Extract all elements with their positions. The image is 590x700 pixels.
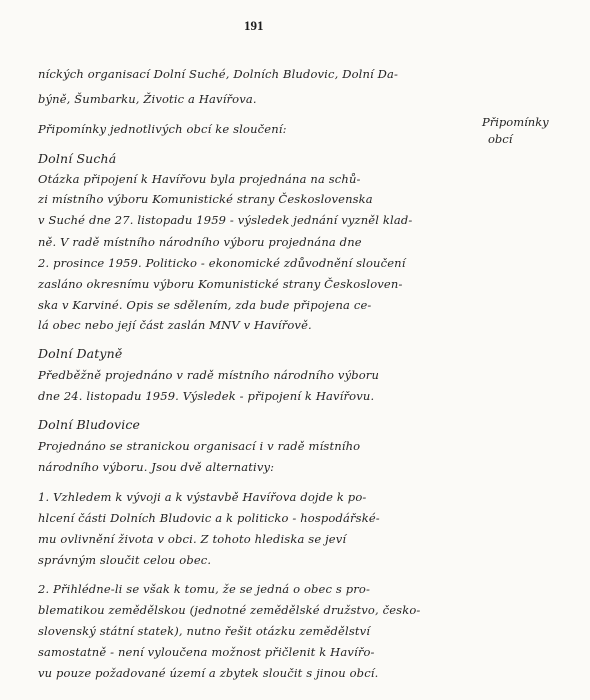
text-line: zasláno okresnímu výboru Komunistické strany Českosloven- — [38, 277, 403, 291]
text-line: zi místního výboru Komunistické strany Československa — [38, 192, 373, 206]
text-line: ska v Karviné. Opis se sdělením, zda bude připojena ce- — [38, 298, 372, 312]
text-line: Připomínky jednotlivých obcí ke sloučení: — [38, 122, 287, 136]
text-line: mu ovlivnění života v obci. Z tohoto hlediska se jeví — [38, 532, 347, 546]
text-line: Projednáno se stranickou organisací i v radě místního — [38, 439, 361, 453]
section-heading: Dolní Bludovice — [38, 417, 141, 432]
text-line: národního výboru. Jsou dvě alternativy: — [38, 460, 275, 474]
text-line: slovenský státní statek), nutno řešit otázku zemědělství — [38, 624, 371, 638]
text-line: býně, Šumbarku, Životic a Havířova. — [38, 92, 257, 106]
text-line: v Suché dne 27. listopadu 1959 - výsledek jednání vyzněl klad- — [38, 213, 413, 227]
text-line: samostatně - není vyloučena možnost přičlenit k Havířo- — [38, 645, 375, 659]
text-line: vu pouze požadované území a zbytek sloučit s jinou obcí. — [38, 666, 379, 680]
text-line: Předběžně projednáno v radě místního národního výboru — [38, 368, 380, 382]
section-heading: Dolní Suchá — [38, 151, 117, 166]
text-line: ně. V radě místního národního výboru projednána dne — [38, 235, 362, 249]
text-line: blematikou zemědělskou (jednotné zemědělské družstvo, česko- — [38, 603, 421, 617]
text-line: 2. prosince 1959. Politicko - ekonomické zdůvodnění sloučení — [38, 256, 406, 270]
text-line: správným sloučit celou obec. — [38, 553, 212, 567]
section-heading: Dolní Datyně — [38, 346, 123, 361]
text-line: lá obec nebo její část zaslán MNV v Havířově. — [38, 318, 312, 332]
page-number: 191 — [244, 18, 264, 33]
text-line: hlcení části Dolních Bludovic a k politicko - hospodářské- — [38, 511, 380, 525]
text-line: níckých organisací Dolní Suché, Dolních Bludovic, Dolní Da- — [38, 67, 399, 81]
text-line: dne 24. listopadu 1959. Výsledek - připojení k Havířovu. — [38, 389, 375, 403]
text-line: Otázka připojení k Havířovu byla projednána na schů- — [38, 172, 361, 186]
margin-note-line: obcí — [488, 132, 513, 146]
text-line: 2. Přihlédne-li se však k tomu, že se jedná o obec s pro- — [38, 582, 371, 596]
margin-note-line: Připomínky — [482, 115, 549, 129]
text-line: 1. Vzhledem k vývoji a k výstavbě Havířova dojde k po- — [38, 490, 367, 504]
